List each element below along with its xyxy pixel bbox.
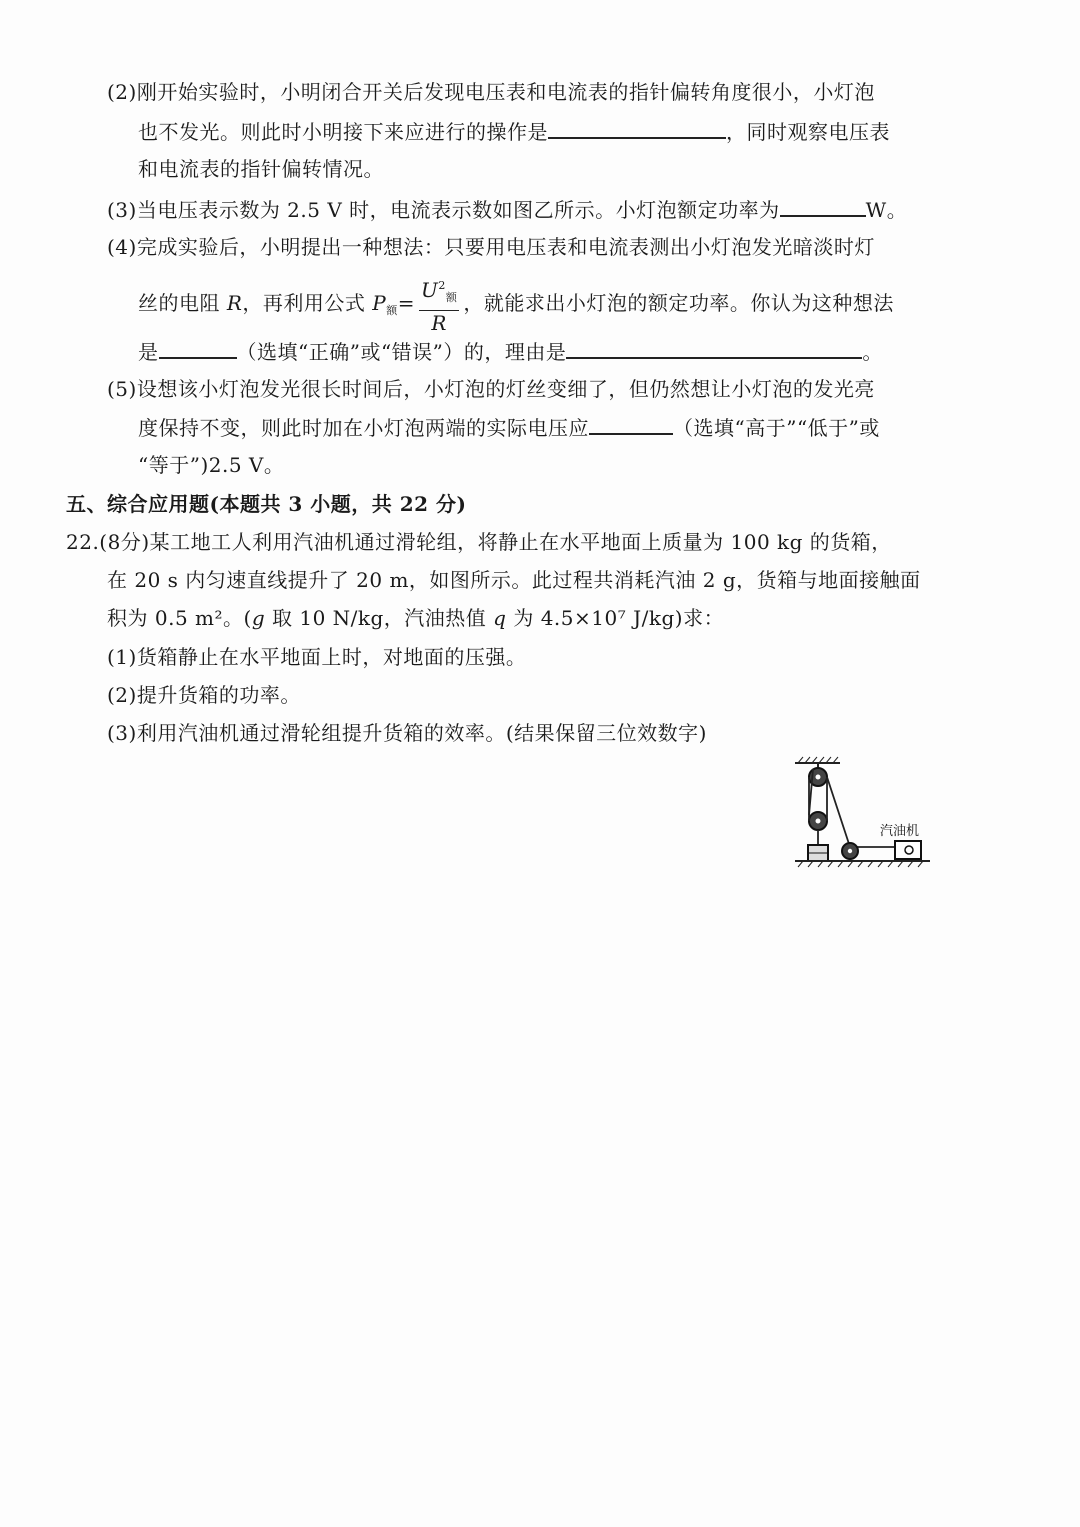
section-heading: 五、综合应用题(本题共 3 小题，共 22 分) [66, 492, 467, 516]
q21-p4-line2-a: 丝的电阻 [138, 291, 220, 315]
q21-p4-line3 [138, 337, 883, 366]
q22-line3-c: 为 4.5×10⁷ J/kg)求： [506, 606, 725, 630]
q21-p2-line3: 和电流表的指针偏转情况。 [138, 157, 384, 181]
q21-p4-line3-c: 。 [862, 340, 883, 364]
q21-p4-line3-b: （选填“正确”或“错误”）的，理由是 [236, 340, 567, 364]
answer-blank-reason[interactable] [566, 337, 862, 359]
fixed-pulley-axle-icon [816, 775, 821, 780]
q22-line3-b: 取 10 N/kg，汽油热值 [265, 606, 487, 630]
q21-p3-text-b: W。 [865, 198, 908, 222]
formula-equals: = [397, 291, 416, 315]
q21-p5-line1: (5)设想该小灯泡发光很长时间后，小灯泡的灯丝变细了，但仍然想让小灯泡的发光亮 [107, 377, 875, 401]
answer-blank-voltage[interactable] [589, 413, 673, 435]
formula-P: P [372, 291, 387, 315]
ground-pulley-axle-icon [848, 849, 852, 853]
q22-sub3: (3)利用汽油机通过滑轮组提升货箱的效率。(结果保留三位效数字) [107, 721, 707, 745]
var-g: g [251, 606, 266, 630]
q21-p5-line3: “等于”)2.5 V。 [138, 453, 285, 477]
engine-label: 汽油机 [880, 824, 920, 839]
q21-p4-line2 [138, 274, 894, 336]
q21-p5-line2 [138, 413, 880, 442]
formula-fraction [419, 274, 459, 335]
q22-sub2: (2)提升货箱的功率。 [107, 683, 301, 707]
q22-line1: 22.(8分)某工地工人利用汽油机通过滑轮组，将静止在水平地面上质量为 100 kg 的货箱， [66, 530, 892, 554]
q21-p2-line2-a: 也不发光。则此时小明接下来应进行的操作是 [138, 120, 548, 144]
q22-line2: 在 20 s 内匀速直线提升了 20 m，如图所示。此过程共消耗汽油 2 g，货箱与地面接触面 [107, 568, 921, 592]
answer-blank-operation[interactable] [548, 117, 726, 139]
formula-num-subscript: 额 [445, 291, 458, 304]
q21-p5-line2-a: 度保持不变，则此时加在小灯泡两端的实际电压应 [138, 416, 589, 440]
q21-p4-line2-b: ，再利用公式 [242, 291, 366, 315]
q21-p4-line3-a: 是 [138, 340, 159, 364]
q21-p3-text-a: (3)当电压表示数为 2.5 V 时，电流表示数如图乙所示。小灯泡额定功率为 [107, 198, 780, 222]
q22-line3-a: 积为 0.5 m²。( [107, 606, 252, 630]
answer-blank-correctness[interactable] [159, 337, 237, 359]
var-R: R [226, 291, 243, 315]
q21-p2-line2 [138, 117, 890, 146]
q21-p2-line1: (2)刚开始实验时，小明闭合开关后发现电压表和电流表的指针偏转角度很小，小灯泡 [107, 80, 875, 104]
formula-subscript: 额 [386, 304, 398, 317]
q21-p4-line2-c: ，就能求出小灯泡的额定功率。你认为这种想法 [463, 291, 894, 315]
pulley-system-figure [790, 755, 940, 880]
gasoline-engine-icon [895, 841, 921, 859]
formula-numerator [419, 274, 459, 311]
q21-p5-line2-b: （选填“高于”“低于”或 [673, 416, 880, 440]
formula-denominator: R [431, 311, 447, 335]
q21-p3 [107, 195, 907, 224]
var-q: q [493, 606, 507, 630]
movable-pulley-axle-icon [816, 819, 821, 824]
q22-line3 [107, 604, 724, 632]
q21-p4-line1: (4)完成实验后，小明提出一种想法：只要用电压表和电流表测出小灯泡发光暗淡时灯 [107, 235, 875, 259]
q21-p2-line2-b: ，同时观察电压表 [726, 120, 890, 144]
q22-sub1: (1)货箱静止在水平地面上时，对地面的压强。 [107, 645, 527, 669]
answer-blank-power[interactable] [780, 195, 866, 217]
formula-sup-2: 2 [438, 279, 446, 292]
formula-U: U [421, 278, 439, 302]
